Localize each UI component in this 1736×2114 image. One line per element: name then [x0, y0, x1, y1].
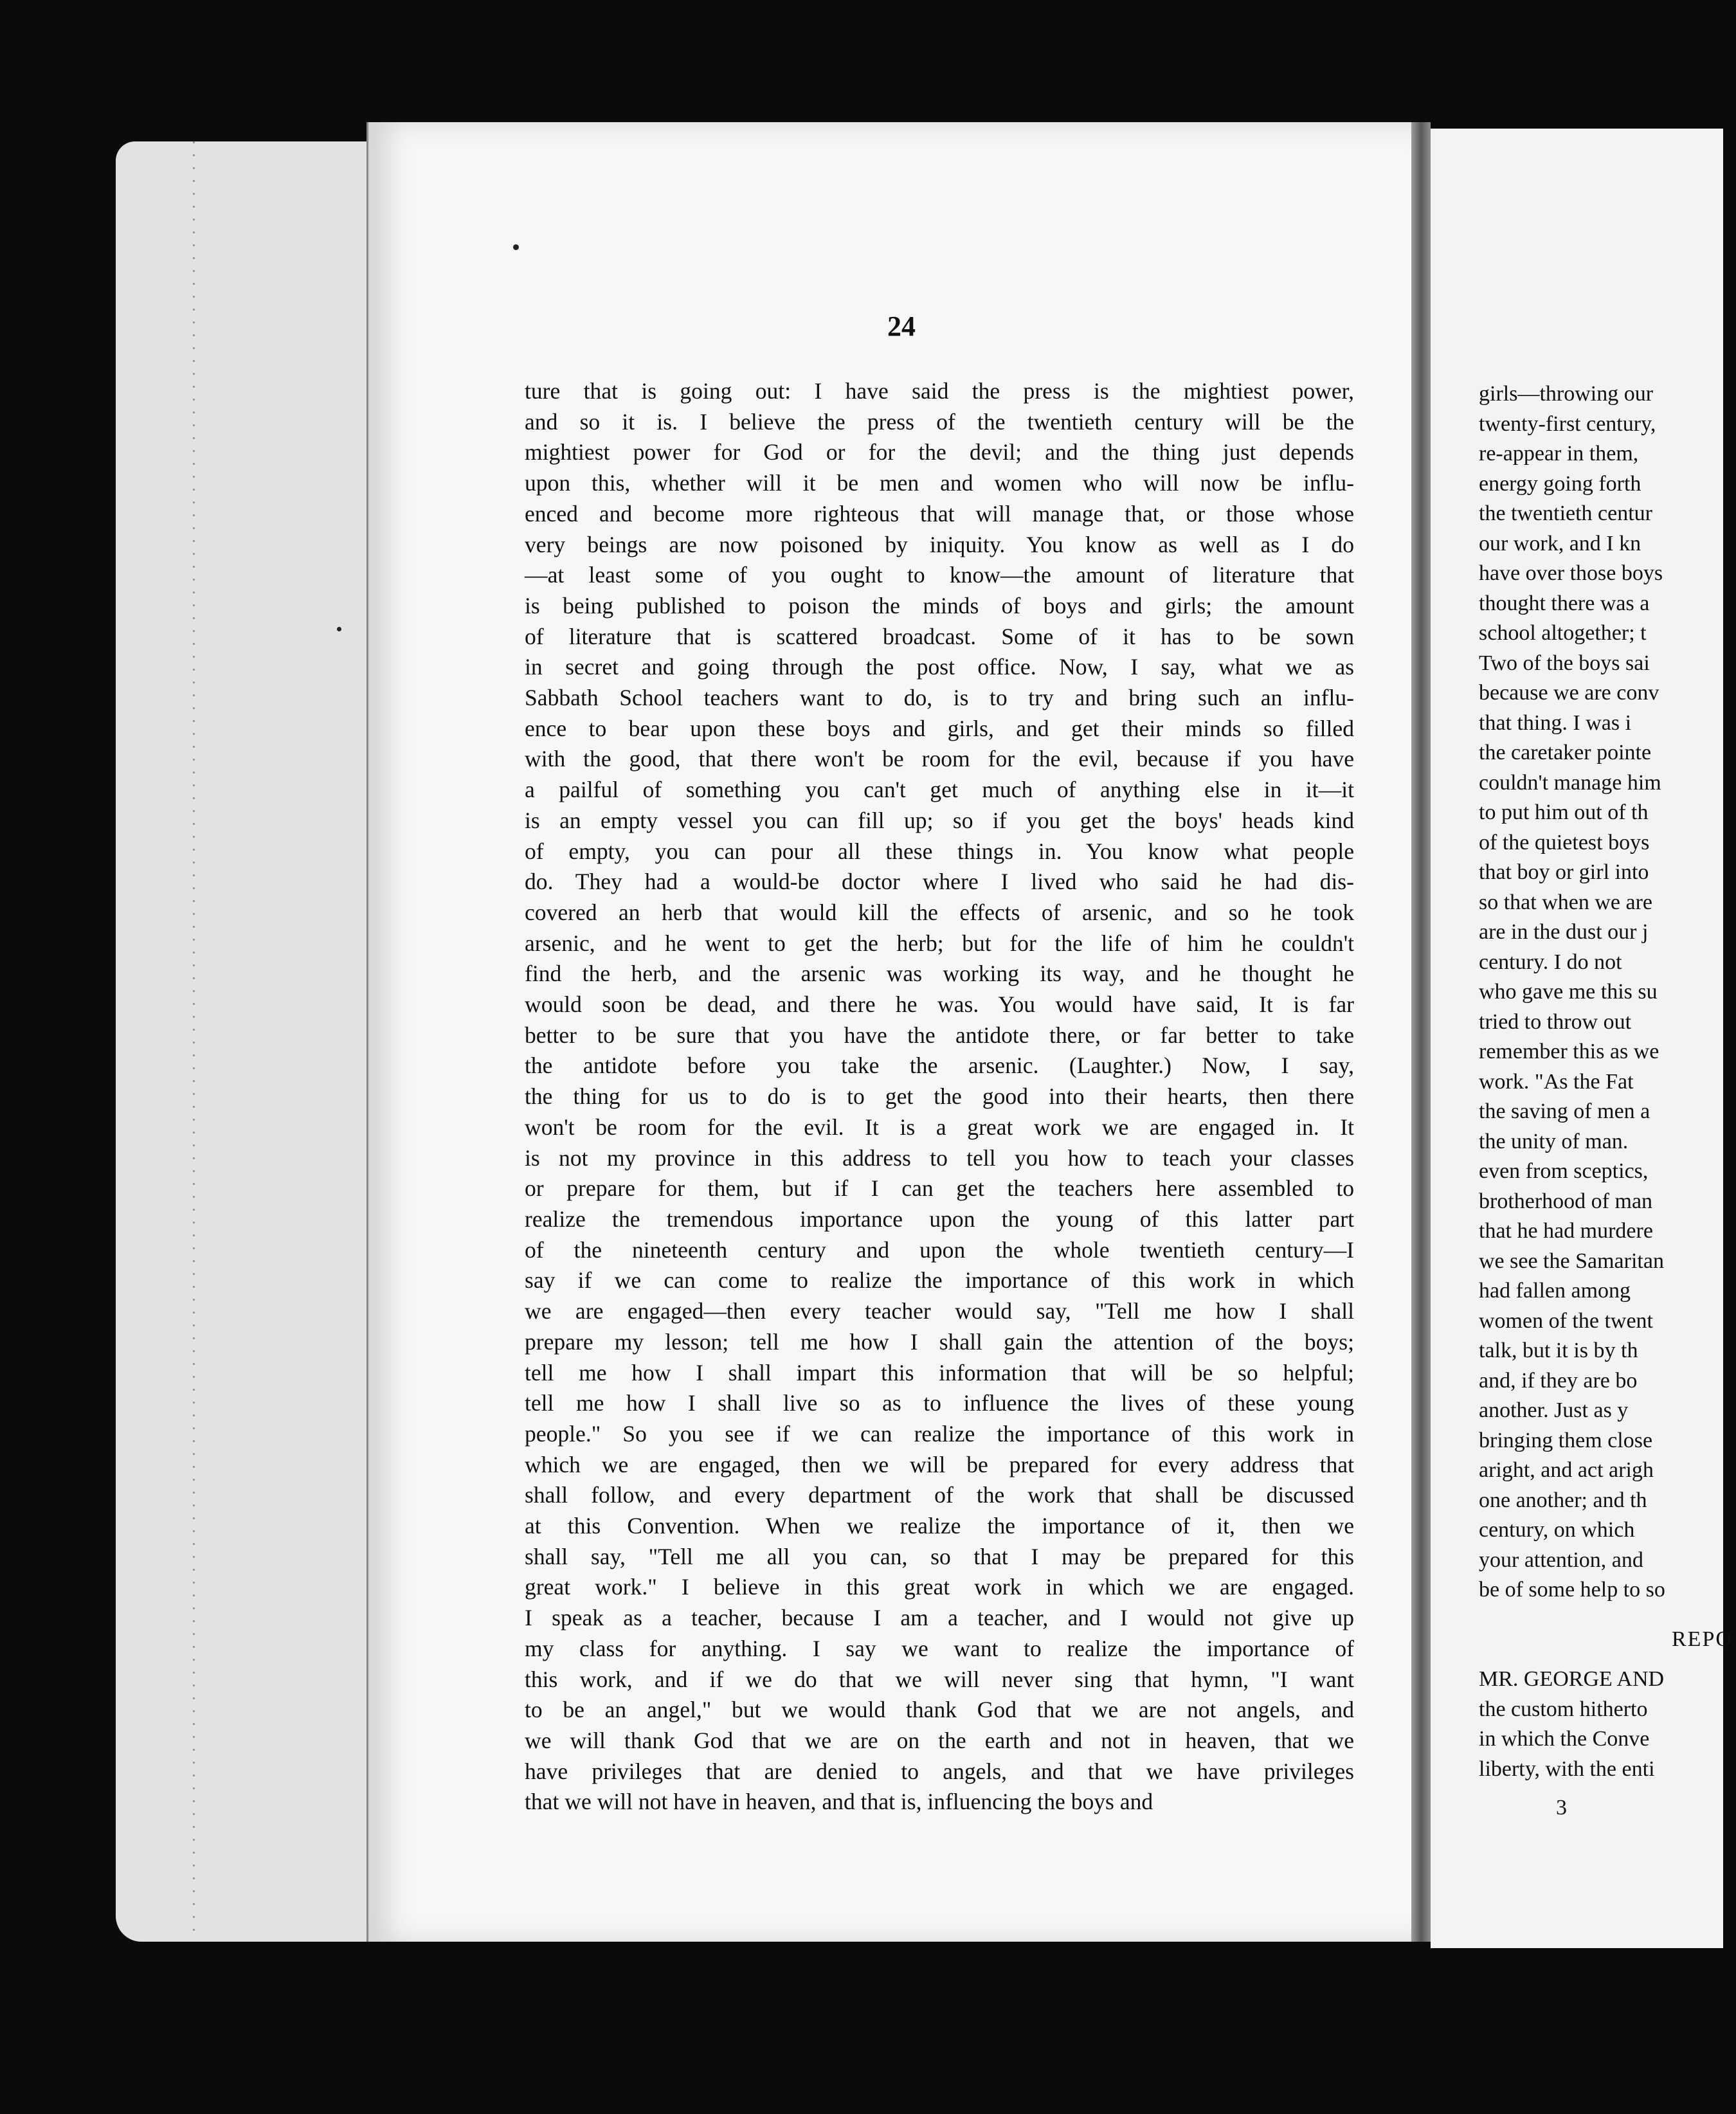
- text-line: we see the Samaritan: [1479, 1249, 1664, 1273]
- text-line: tried to throw out: [1479, 1009, 1632, 1034]
- text-line: to be an angel," but we would thank God that we are not angels, and: [525, 1697, 1354, 1723]
- text-line: and so it is. I believe the press of the twentieth century will be the: [525, 408, 1354, 435]
- text-line: that thing. I was i: [1479, 710, 1632, 735]
- text-line: in secret and going through the post office. Now, I say, what we as: [525, 654, 1354, 680]
- text-line: to put him out of th: [1479, 800, 1649, 824]
- text-line: ture that is going out: I have said the press is the mightiest power,: [525, 378, 1354, 404]
- text-line: we are engaged—then every teacher would say, "Tell me how I shall: [525, 1298, 1354, 1324]
- text-line: is an empty vessel you can fill up; so if you get the boys' heads kind: [525, 807, 1354, 833]
- text-line: is not my province in this address to tell you how to teach your classes: [525, 1144, 1354, 1171]
- text-line: century, on which: [1479, 1518, 1635, 1542]
- text-line: talk, but it is by th: [1479, 1339, 1638, 1362]
- text-line: the twentieth centur: [1479, 501, 1653, 525]
- text-line: the caretaker pointe: [1479, 741, 1652, 764]
- text-line: which we are engaged, then we will be prepared for every address that: [525, 1451, 1354, 1477]
- text-line: the unity of man.: [1479, 1129, 1629, 1153]
- text-line: tell me how I shall impart this information that will be so helpful;: [525, 1359, 1354, 1386]
- text-line: Sabbath School teachers want to do, is to try and bring such an influ-: [525, 685, 1354, 711]
- text-line: one another; and th: [1479, 1488, 1647, 1512]
- book-gutter: [1411, 122, 1431, 1942]
- text-line: had fallen among: [1479, 1279, 1631, 1303]
- text-line: in which the Conve: [1479, 1727, 1650, 1751]
- text-line: mightiest power for God or for the devil; and the thing just depends: [525, 439, 1354, 465]
- text-line: tell me how I shall live so as to influence the lives of these young: [525, 1390, 1354, 1416]
- right-page-body: [1479, 379, 1736, 1823]
- text-line: enced and become more righteous that will manage that, or those whose: [525, 500, 1354, 527]
- page-stack-edges: [116, 141, 373, 1942]
- text-line: that he had murdere: [1479, 1219, 1653, 1243]
- text-line: upon this, whether will it be men and women who will now be influ-: [525, 470, 1354, 496]
- text-line: the thing for us to do is to get the good into their hearts, then there: [525, 1083, 1354, 1110]
- text-line: covered an herb that would kill the effects of arsenic, and so he took: [525, 899, 1354, 925]
- text-line: at this Convention. When we realize the importance of it, then we: [525, 1513, 1354, 1539]
- text-line: shall follow, and every department of the work that shall be discussed: [525, 1482, 1354, 1508]
- text-line: liberty, with the enti: [1479, 1757, 1655, 1781]
- text-line: re-appear in them,: [1479, 442, 1639, 465]
- text-line: Two of the boys sai: [1479, 651, 1650, 675]
- text-line: a pailful of something you can't get much of anything else in it—it: [525, 777, 1354, 803]
- text-line: prepare my lesson; tell me how I shall gain the attention of the boys;: [525, 1328, 1354, 1355]
- text-line: be of some help to so: [1479, 1578, 1665, 1602]
- text-line: girls—throwing our: [1479, 382, 1654, 406]
- text-line: better to be sure that you have the antidote there, or far better to take: [525, 1022, 1354, 1048]
- text-line: ence to bear upon these boys and girls, and get their minds so filled: [525, 715, 1354, 741]
- text-line: are in the dust our j: [1479, 920, 1649, 944]
- text-line: find the herb, and the arsenic was working its way, and he thought he: [525, 961, 1354, 987]
- text-line: say if we can come to realize the importance of this work in which: [525, 1267, 1354, 1294]
- text-line: that we will not have in heaven, and that is, influencing the boys and: [525, 1789, 1153, 1815]
- text-line: have privileges that are denied to angels, and that we have privileges: [525, 1758, 1354, 1784]
- text-line: couldn't manage him: [1479, 770, 1661, 795]
- text-line: or prepare for them, but if I can get the teachers here assembled to: [525, 1175, 1354, 1202]
- text-line: aright, and act arigh: [1479, 1458, 1654, 1482]
- text-line: so that when we are: [1479, 890, 1653, 914]
- text-line: work. "As the Fat: [1479, 1069, 1634, 1094]
- text-line: great work." I believe in this great work in which we are engaged.: [525, 1574, 1354, 1600]
- text-line: our work, and I kn: [1479, 531, 1641, 556]
- left-page-body: [525, 376, 1354, 1818]
- text-line: would soon be dead, and there he was. You would have said, It is far: [525, 991, 1354, 1018]
- text-line: the custom hitherto: [1479, 1697, 1648, 1721]
- section-heading: REPO: [1672, 1627, 1733, 1651]
- text-line: of the nineteenth century and upon the whole twentieth century—I: [525, 1236, 1354, 1263]
- text-line: won't be room for the evil. It is a great work we are engaged in. It: [525, 1114, 1354, 1140]
- text-line: your attention, and: [1479, 1548, 1643, 1572]
- text-line: the antidote before you take the arsenic. (Laughter.) Now, I say,: [525, 1052, 1354, 1079]
- text-line: we will thank God that we are on the earth and not in heaven, that we: [525, 1727, 1354, 1753]
- text-line: because we are conv: [1479, 681, 1659, 705]
- text-line: people." So you see if we can realize the importance of this work in: [525, 1420, 1354, 1447]
- signature-mark: 3: [1556, 1796, 1567, 1820]
- text-line: MR. GEORGE AND: [1479, 1667, 1665, 1691]
- text-line: —at least some of you ought to know—the amount of literature that: [525, 562, 1354, 588]
- text-line: school altogether; t: [1479, 621, 1647, 645]
- text-line: energy going forth: [1479, 471, 1641, 496]
- text-line: arsenic, and he went to get the herb; but for the life of him he couldn't: [525, 930, 1354, 956]
- text-line: very beings are now poisoned by iniquity. You know as well as I do: [525, 531, 1354, 557]
- text-line: and, if they are bo: [1479, 1368, 1638, 1393]
- text-line: even from sceptics,: [1479, 1159, 1649, 1183]
- text-line: remember this as we: [1479, 1040, 1659, 1063]
- text-line: my class for anything. I say we want to realize the importance of: [525, 1635, 1354, 1661]
- text-line: another. Just as y: [1479, 1398, 1629, 1422]
- text-line: the saving of men a: [1479, 1099, 1650, 1123]
- text-line: I speak as a teacher, because I am a teacher, and I would not give up: [525, 1605, 1354, 1631]
- speck: [513, 244, 519, 250]
- text-line: bringing them close: [1479, 1428, 1653, 1452]
- text-line: women of the twent: [1479, 1308, 1653, 1333]
- text-line: realize the tremendous importance upon the young of this latter part: [525, 1206, 1354, 1232]
- text-line: of empty, you can pour all these things in. You know what people: [525, 838, 1354, 864]
- text-line: this work, and if we do that we will never sing that hymn, "I want: [525, 1666, 1354, 1692]
- text-line: shall say, "Tell me all you can, so that I may be prepared for this: [525, 1543, 1354, 1569]
- text-line: is being published to poison the minds of boys and girls; the amount: [525, 592, 1354, 619]
- text-line: of literature that is scattered broadcast. Some of it has to be sown: [525, 623, 1354, 649]
- text-line: do. They had a would-be doctor where I lived who said he had dis-: [525, 869, 1354, 895]
- speck: [337, 627, 341, 631]
- text-line: of the quietest boys: [1479, 830, 1650, 854]
- text-line: twenty-first century,: [1479, 411, 1656, 436]
- text-line: thought there was a: [1479, 591, 1650, 615]
- text-line: have over those boys: [1479, 561, 1663, 585]
- text-line: brotherhood of man: [1479, 1189, 1653, 1213]
- page-number: 24: [887, 311, 916, 342]
- text-line: with the good, that there won't be room for the evil, because if you have: [525, 746, 1354, 772]
- text-line: who gave me this su: [1479, 980, 1658, 1004]
- text-line: century. I do not: [1479, 950, 1622, 974]
- text-line: that boy or girl into: [1479, 860, 1649, 884]
